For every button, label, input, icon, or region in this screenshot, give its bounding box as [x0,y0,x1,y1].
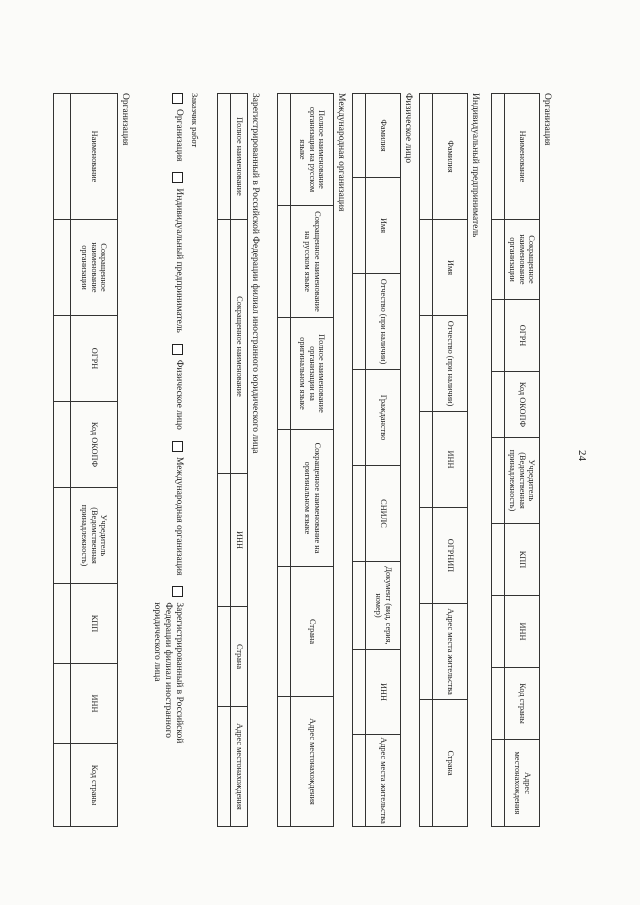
col-header: Гражданство [366,370,401,466]
col-header: Адрес местонахождения [505,740,540,827]
col-header: КПП [71,584,118,664]
section-title-individual: Физическое лицо [403,93,413,164]
table-row [278,94,291,827]
col-header: Фамилия [433,94,468,220]
checkbox-label: Физическое лицо [174,359,184,430]
col-header: Адрес места жительства [433,604,468,700]
col-header: Имя [366,178,401,274]
checkbox-label: Зарегистрированный в Российской Федерации филиал иностранного юридического лица [152,602,184,744]
col-header: Сокращенное наименование [231,220,248,474]
table-row [54,94,71,827]
col-header: Полное наименование организации на русском языке [291,94,334,206]
col-header: Полное наименование организации на оригинальном языке [291,318,334,430]
col-header: Документ (вид, серия, номер) [366,562,401,650]
checkbox-label: Индивидуальный предприниматель [174,188,184,333]
table-header-row [291,94,334,827]
table-row [420,94,433,827]
section-title-customer-organization: Организация [120,93,130,146]
section-title-individual-entrepreneur: Индивидуальный предприниматель [470,93,480,238]
col-header: Сокращенное наименование на русском языке [291,206,334,318]
table-header-row [231,94,248,827]
col-header: Учредитель (Ведомственная принадлежность) [505,438,540,524]
foreign-branch-table [217,93,248,827]
col-header: Адрес местонахождения [291,697,334,827]
international-org-table [277,93,334,827]
page-number: 24 [576,450,588,461]
customer-organization-table [53,93,118,827]
customer-type-checkboxes [151,93,184,793]
col-header: Код ОКОПФ [505,372,540,438]
customer-title: Заказчик работ [190,93,200,148]
section-title-international-org: Международная организация [336,93,346,212]
col-header: ИНН [505,596,540,668]
col-header: Код страны [505,668,540,740]
section-title-foreign-branch: Зарегистрированный в Российской Федерации филиал иностранного юридического лица [250,93,260,454]
table-header-row [366,94,401,827]
organization-table [491,93,540,827]
col-header: ИНН [71,664,118,744]
col-header: Страна [433,700,468,827]
col-header: Фамилия [366,94,401,178]
col-header: Сокращенное наименование организации [505,220,540,300]
col-header: Код страны [71,744,118,827]
section-title-organization: Организация [542,93,552,146]
col-header: ОГРН [505,300,540,372]
col-header: Учредитель (Ведомственная принадлежность) [71,488,118,584]
col-header: Сокращенное наименование на оригинальном языке [291,430,334,567]
checkbox-label: Международная организация [174,456,184,576]
checkbox-label: Организация [174,109,184,162]
col-header: ОГРНИП [433,508,468,604]
col-header: ИНН [366,650,401,735]
entrepreneur-table [419,93,468,827]
checkbox-organization[interactable] [172,93,183,104]
col-header: Сокращенное наименование организации [71,220,118,316]
checkbox-foreign-branch[interactable] [172,586,183,597]
col-header: ИНН [433,412,468,508]
col-header: Страна [231,607,248,707]
table-header-row [71,94,118,827]
individual-table [352,93,401,827]
col-header: Страна [291,567,334,697]
col-header: Полное наименование [231,94,248,220]
col-header: Наименование [505,94,540,220]
col-header: Код ОКОПФ [71,402,118,488]
checkbox-international-org[interactable] [172,441,183,452]
col-header: Адрес места жительства [366,735,401,827]
col-header: СНИЛС [366,466,401,562]
col-header: Отчество (при наличии) [366,274,401,370]
col-header: Имя [433,220,468,316]
col-header: Отчество (при наличии) [433,316,468,412]
col-header: ОГРН [71,316,118,402]
checkbox-entrepreneur[interactable] [172,172,183,183]
col-header: Адрес местонахождения [231,707,248,827]
col-header: Наименование [71,94,118,220]
checkbox-individual[interactable] [172,344,183,355]
table-row [218,94,231,827]
table-header-row [433,94,468,827]
table-row [353,94,366,827]
table-row [492,94,505,827]
col-header: КПП [505,524,540,596]
col-header: ИНН [231,474,248,607]
